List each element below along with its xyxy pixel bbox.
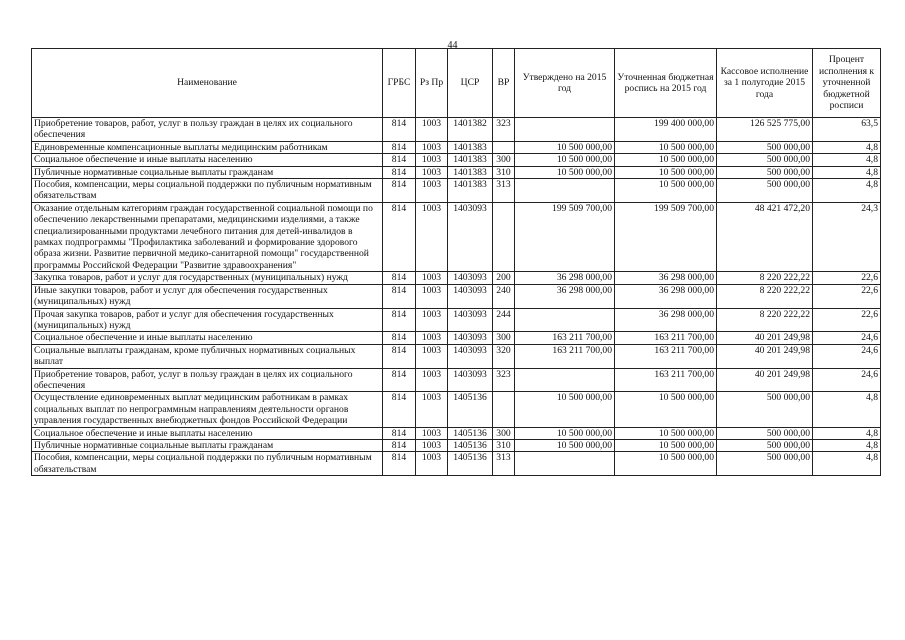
cell-grbs: 814 bbox=[383, 284, 416, 308]
cell-refined: 10 500 000,00 bbox=[615, 154, 717, 166]
cell-approved: 10 500 000,00 bbox=[515, 439, 615, 451]
table-row bbox=[32, 272, 881, 284]
cell-refined: 36 298 000,00 bbox=[615, 308, 717, 332]
cell-cash: 126 525 775,00 bbox=[717, 118, 813, 142]
cell-refined: 163 211 700,00 bbox=[615, 332, 717, 344]
cell-grbs: 814 bbox=[383, 272, 416, 284]
table-header-row bbox=[32, 49, 881, 118]
cell-rzpr: 1003 bbox=[416, 332, 448, 344]
cell-cash: 40 201 249,98 bbox=[717, 344, 813, 368]
budget-table bbox=[31, 48, 881, 476]
header-grbs: ГРБС bbox=[383, 49, 416, 118]
table-row bbox=[32, 332, 881, 344]
cell-vr: 300 bbox=[493, 154, 515, 166]
cell-grbs: 814 bbox=[383, 141, 416, 153]
cell-percent: 22,6 bbox=[813, 284, 881, 308]
header-rzpr: Рз Пр bbox=[416, 49, 448, 118]
cell-cash: 500 000,00 bbox=[717, 439, 813, 451]
cell-refined: 199 400 000,00 bbox=[615, 118, 717, 142]
cell-grbs: 814 bbox=[383, 179, 416, 203]
cell-grbs: 814 bbox=[383, 118, 416, 142]
cell-approved bbox=[515, 368, 615, 392]
cell-vr: 323 bbox=[493, 368, 515, 392]
cell-vr: 313 bbox=[493, 452, 515, 476]
cell-name: Единовременные компенсационные выплаты медицинским работникам bbox=[32, 141, 383, 153]
cell-approved: 10 500 000,00 bbox=[515, 141, 615, 153]
cell-vr: 313 bbox=[493, 179, 515, 203]
cell-name: Социальное обеспечение и иные выплаты населению bbox=[32, 154, 383, 166]
cell-rzpr: 1003 bbox=[416, 202, 448, 271]
table-row bbox=[32, 154, 881, 166]
cell-refined: 10 500 000,00 bbox=[615, 439, 717, 451]
cell-csr: 1403093 bbox=[448, 272, 493, 284]
cell-cash: 8 220 222,22 bbox=[717, 308, 813, 332]
cell-approved: 10 500 000,00 bbox=[515, 166, 615, 178]
cell-vr: 200 bbox=[493, 272, 515, 284]
cell-grbs: 814 bbox=[383, 344, 416, 368]
header-csr: ЦСР bbox=[448, 49, 493, 118]
cell-csr: 1403093 bbox=[448, 344, 493, 368]
cell-rzpr: 1003 bbox=[416, 452, 448, 476]
cell-grbs: 814 bbox=[383, 392, 416, 427]
cell-vr: 323 bbox=[493, 118, 515, 142]
cell-percent: 24,3 bbox=[813, 202, 881, 271]
cell-approved: 163 211 700,00 bbox=[515, 344, 615, 368]
cell-rzpr: 1003 bbox=[416, 284, 448, 308]
cell-refined: 36 298 000,00 bbox=[615, 284, 717, 308]
cell-name: Приобретение товаров, работ, услуг в пользу граждан в целях их социального обеспечения bbox=[32, 118, 383, 142]
cell-approved: 10 500 000,00 bbox=[515, 392, 615, 427]
cell-csr: 1401383 bbox=[448, 179, 493, 203]
cell-refined: 10 500 000,00 bbox=[615, 427, 717, 439]
cell-vr: 310 bbox=[493, 166, 515, 178]
cell-name: Социальные выплаты гражданам, кроме публичных нормативных социальных выплат bbox=[32, 344, 383, 368]
table-row bbox=[32, 179, 881, 203]
cell-cash: 500 000,00 bbox=[717, 179, 813, 203]
cell-name: Осуществление единовременных выплат медицинским работникам в рамках социальных выплат по непрограммным направлениям деятельности органов управления государственных внебюджетных фондов Российской Федерации bbox=[32, 392, 383, 427]
cell-cash: 40 201 249,98 bbox=[717, 368, 813, 392]
cell-cash: 500 000,00 bbox=[717, 166, 813, 178]
cell-refined: 163 211 700,00 bbox=[615, 344, 717, 368]
cell-percent: 22,6 bbox=[813, 308, 881, 332]
table-row bbox=[32, 118, 881, 142]
header-vr: ВР bbox=[493, 49, 515, 118]
cell-name: Публичные нормативные социальные выплаты гражданам bbox=[32, 439, 383, 451]
cell-percent: 4,8 bbox=[813, 439, 881, 451]
table-row bbox=[32, 439, 881, 451]
table-row bbox=[32, 202, 881, 271]
cell-percent: 22,6 bbox=[813, 272, 881, 284]
cell-percent: 4,8 bbox=[813, 179, 881, 203]
cell-name: Оказание отдельным категориям граждан государственной социальной помощи по обеспечению лекарственными препаратами, медицинскими изделиями, а также специализированными продуктами лечебного питания для детей-инвалидов в рамках подпрограммы "Профилактика заболеваний и формирование здорового образа жизни. Развитие первичной медико-санитарной помощи" государственной программы Российской Федерации "Развитие здравоохранения" bbox=[32, 202, 383, 271]
cell-approved: 199 509 700,00 bbox=[515, 202, 615, 271]
cell-name: Иные закупки товаров, работ и услуг для обеспечения государственных (муниципальных) нужд bbox=[32, 284, 383, 308]
cell-grbs: 814 bbox=[383, 452, 416, 476]
cell-grbs: 814 bbox=[383, 332, 416, 344]
table-row bbox=[32, 427, 881, 439]
cell-name: Приобретение товаров, работ, услуг в пользу граждан в целях их социального обеспечения bbox=[32, 368, 383, 392]
cell-cash: 48 421 472,20 bbox=[717, 202, 813, 271]
table-body bbox=[32, 118, 881, 476]
table-row bbox=[32, 368, 881, 392]
cell-csr: 1405136 bbox=[448, 452, 493, 476]
cell-name: Прочая закупка товаров, работ и услуг для обеспечения государственных (муниципальных) нужд bbox=[32, 308, 383, 332]
cell-refined: 10 500 000,00 bbox=[615, 392, 717, 427]
cell-approved bbox=[515, 308, 615, 332]
cell-approved: 36 298 000,00 bbox=[515, 284, 615, 308]
cell-csr: 1401383 bbox=[448, 166, 493, 178]
table-row bbox=[32, 392, 881, 427]
cell-vr: 320 bbox=[493, 344, 515, 368]
cell-name: Публичные нормативные социальные выплаты гражданам bbox=[32, 166, 383, 178]
cell-vr bbox=[493, 202, 515, 271]
cell-grbs: 814 bbox=[383, 427, 416, 439]
header-cash: Кассовое исполнение за 1 полугодие 2015 года bbox=[717, 49, 813, 118]
cell-vr: 244 bbox=[493, 308, 515, 332]
cell-percent: 24,6 bbox=[813, 344, 881, 368]
cell-csr: 1403093 bbox=[448, 202, 493, 271]
cell-approved bbox=[515, 179, 615, 203]
header-approved: Утверждено на 2015 год bbox=[515, 49, 615, 118]
cell-grbs: 814 bbox=[383, 154, 416, 166]
cell-grbs: 814 bbox=[383, 166, 416, 178]
cell-csr: 1401383 bbox=[448, 141, 493, 153]
cell-name: Пособия, компенсации, меры социальной поддержки по публичным нормативным обязательствам bbox=[32, 452, 383, 476]
cell-cash: 8 220 222,22 bbox=[717, 284, 813, 308]
table-row bbox=[32, 308, 881, 332]
cell-rzpr: 1003 bbox=[416, 344, 448, 368]
cell-vr: 240 bbox=[493, 284, 515, 308]
cell-percent: 4,8 bbox=[813, 452, 881, 476]
cell-grbs: 814 bbox=[383, 202, 416, 271]
cell-refined: 10 500 000,00 bbox=[615, 141, 717, 153]
cell-percent: 4,8 bbox=[813, 166, 881, 178]
header-percent: Процент исполнения к уточненной бюджетной росписи bbox=[813, 49, 881, 118]
cell-rzpr: 1003 bbox=[416, 141, 448, 153]
cell-name: Социальное обеспечение и иные выплаты населению bbox=[32, 427, 383, 439]
cell-rzpr: 1003 bbox=[416, 272, 448, 284]
cell-rzpr: 1003 bbox=[416, 439, 448, 451]
cell-csr: 1401383 bbox=[448, 154, 493, 166]
cell-cash: 500 000,00 bbox=[717, 154, 813, 166]
table-row bbox=[32, 344, 881, 368]
cell-percent: 4,8 bbox=[813, 392, 881, 427]
cell-approved: 36 298 000,00 bbox=[515, 272, 615, 284]
cell-csr: 1403093 bbox=[448, 308, 493, 332]
cell-percent: 4,8 bbox=[813, 154, 881, 166]
cell-refined: 10 500 000,00 bbox=[615, 452, 717, 476]
table-row bbox=[32, 166, 881, 178]
cell-rzpr: 1003 bbox=[416, 166, 448, 178]
cell-approved: 10 500 000,00 bbox=[515, 154, 615, 166]
cell-percent: 24,6 bbox=[813, 368, 881, 392]
cell-rzpr: 1003 bbox=[416, 392, 448, 427]
cell-rzpr: 1003 bbox=[416, 154, 448, 166]
cell-rzpr: 1003 bbox=[416, 368, 448, 392]
cell-approved bbox=[515, 118, 615, 142]
cell-percent: 4,8 bbox=[813, 141, 881, 153]
cell-cash: 500 000,00 bbox=[717, 392, 813, 427]
cell-percent: 4,8 bbox=[813, 427, 881, 439]
cell-grbs: 814 bbox=[383, 439, 416, 451]
cell-cash: 40 201 249,98 bbox=[717, 332, 813, 344]
cell-cash: 500 000,00 bbox=[717, 141, 813, 153]
cell-cash: 500 000,00 bbox=[717, 427, 813, 439]
cell-rzpr: 1003 bbox=[416, 179, 448, 203]
cell-vr bbox=[493, 392, 515, 427]
table-row bbox=[32, 284, 881, 308]
cell-refined: 10 500 000,00 bbox=[615, 166, 717, 178]
cell-csr: 1405136 bbox=[448, 439, 493, 451]
cell-name: Пособия, компенсации, меры социальной поддержки по публичным нормативным обязательствам bbox=[32, 179, 383, 203]
header-refined: Уточненная бюджетная роспись на 2015 год bbox=[615, 49, 717, 118]
cell-name: Социальное обеспечение и иные выплаты населению bbox=[32, 332, 383, 344]
cell-csr: 1403093 bbox=[448, 284, 493, 308]
cell-refined: 163 211 700,00 bbox=[615, 368, 717, 392]
table-row bbox=[32, 452, 881, 476]
cell-refined: 10 500 000,00 bbox=[615, 179, 717, 203]
cell-grbs: 814 bbox=[383, 308, 416, 332]
cell-vr: 300 bbox=[493, 427, 515, 439]
page-number: 44 bbox=[447, 40, 458, 51]
cell-rzpr: 1003 bbox=[416, 118, 448, 142]
cell-refined: 199 509 700,00 bbox=[615, 202, 717, 271]
cell-vr: 310 bbox=[493, 439, 515, 451]
cell-approved: 163 211 700,00 bbox=[515, 332, 615, 344]
cell-csr: 1401382 bbox=[448, 118, 493, 142]
cell-vr bbox=[493, 141, 515, 153]
cell-csr: 1403093 bbox=[448, 368, 493, 392]
cell-percent: 63,5 bbox=[813, 118, 881, 142]
cell-csr: 1403093 bbox=[448, 332, 493, 344]
cell-approved: 10 500 000,00 bbox=[515, 427, 615, 439]
cell-csr: 1405136 bbox=[448, 392, 493, 427]
cell-vr: 300 bbox=[493, 332, 515, 344]
cell-name: Закупка товаров, работ и услуг для государственных (муниципальных) нужд bbox=[32, 272, 383, 284]
cell-refined: 36 298 000,00 bbox=[615, 272, 717, 284]
cell-approved bbox=[515, 452, 615, 476]
cell-csr: 1405136 bbox=[448, 427, 493, 439]
header-name: Наименование bbox=[32, 49, 383, 118]
cell-rzpr: 1003 bbox=[416, 308, 448, 332]
cell-grbs: 814 bbox=[383, 368, 416, 392]
cell-cash: 500 000,00 bbox=[717, 452, 813, 476]
cell-rzpr: 1003 bbox=[416, 427, 448, 439]
cell-cash: 8 220 222,22 bbox=[717, 272, 813, 284]
cell-percent: 24,6 bbox=[813, 332, 881, 344]
table-row bbox=[32, 141, 881, 153]
